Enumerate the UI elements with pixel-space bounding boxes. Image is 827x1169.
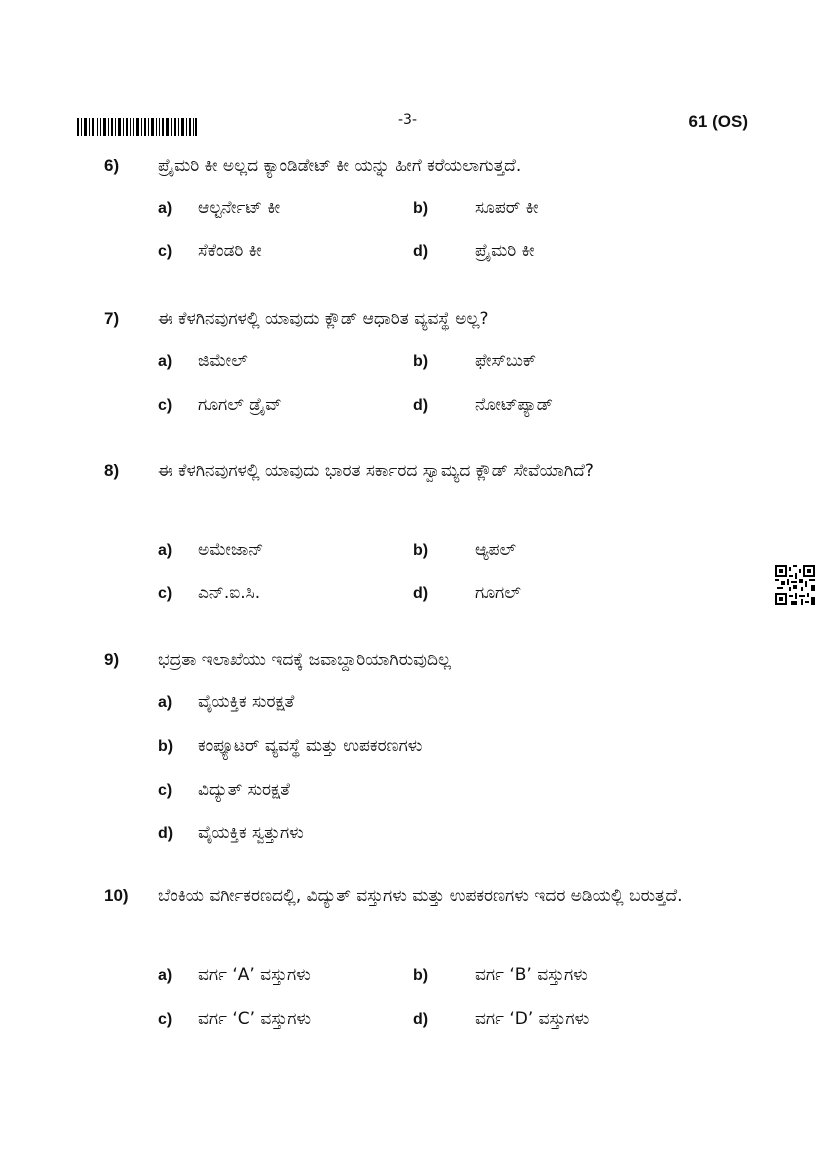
option-d-text: ವೈಯಕ್ತಿಕ ಸ್ವತ್ತುಗಳು [198,823,304,843]
option-a-label: a) [158,353,173,370]
question-number: 8) [104,461,120,480]
qr-code-icon [775,565,815,605]
question-text: ಬೆಂಕಿಯ ವರ್ಗೀಕರಣದಲ್ಲಿ, ವಿದ್ಯುತ್ ವಸ್ತುಗಳು ಮತ್ತು ಉಪಕರಣಗಳು ಇದರ ಅಡಿಯಲ್ಲಿ ಬರುತ್ತದೆ. [158,886,683,906]
option-c-label: c) [158,243,173,260]
question-number: 10) [104,886,129,905]
option-b-text: ಫೇಸ್‌ಬುಕ್ [475,351,537,371]
option-b-label: b) [413,200,429,217]
option-b-text: ವರ್ಗ ‘B’ ವಸ್ತುಗಳು [475,965,588,985]
paper-code: 61 (OS) [688,112,748,131]
question-number: 9) [104,650,120,669]
option-c-label: c) [158,1011,173,1028]
option-b-label: b) [413,353,429,370]
option-a-text: ಆಲ್ಟರ್ನೇಟ್ ಕೀ [198,198,281,218]
option-d-text: ನೋಟ್‌ಪ್ಯಾಡ್ [475,395,554,415]
option-b-text: ಕಂಪ್ಯೂಟರ್ ವ್ಯವಸ್ಥೆ ಮತ್ತು ಉಪಕರಣಗಳು [198,736,423,756]
option-b-text: ಆ್ಯಪಲ್ [475,540,516,560]
option-d-label: d) [413,1011,429,1028]
barcode-icon [77,118,197,136]
option-c-label: c) [158,782,173,799]
option-c-text: ವಿದ್ಯುತ್ ಸುರಕ್ಷತೆ [198,780,290,800]
option-a-text: ವೈಯಕ್ತಿಕ ಸುರಕ್ಷತೆ [198,692,295,712]
option-a-label: a) [158,200,173,217]
page-header [0,110,827,140]
option-d-label: d) [413,397,429,414]
option-c-text: ವರ್ಗ ‘C’ ವಸ್ತುಗಳು [198,1009,312,1029]
option-b-label: b) [413,542,429,559]
option-a-label: a) [158,694,173,711]
option-a-label: a) [158,542,173,559]
option-c-label: c) [158,397,173,414]
option-d-text: ಗೂಗಲ್ [475,583,521,603]
option-a-text: ಜಿಮೇಲ್ [198,351,248,371]
option-c-text: ಗೂಗಲ್ ಡ್ರೈವ್ [198,395,282,415]
option-c-label: c) [158,585,173,602]
question-number: 7) [104,309,120,328]
option-b-label: b) [158,738,174,755]
question-text: ಈ ಕೆಳಗಿನವುಗಳಲ್ಲಿ ಯಾವುದು ಕ್ಲೌಡ್ ಆಧಾರಿತ ವ್ಯವಸ್ಥೆ ಅಲ್ಲ? [158,309,489,329]
option-b-label: b) [413,967,429,984]
option-a-text: ವರ್ಗ ‘A’ ವಸ್ತುಗಳು [198,965,311,985]
option-a-text: ಅಮೇಜಾನ್ [198,540,264,560]
question-text: ಈ ಕೆಳಗಿನವುಗಳಲ್ಲಿ ಯಾವುದು ಭಾರತ ಸರ್ಕಾರದ ಸ್ವಾಮ್ಯದ ಕ್ಲೌಡ್ ಸೇವೆಯಾಗಿದೆ? [158,461,594,481]
option-d-label: d) [413,585,429,602]
question-text: ಭದ್ರತಾ ಇಲಾಖೆಯು ಇದಕ್ಕೆ ಜವಾಬ್ದಾರಿಯಾಗಿರುವುದಿಲ್ಲ [158,650,451,670]
option-c-text: ಎನ್.ಐ.ಸಿ. [198,583,261,603]
page-number: -3- [398,112,418,128]
option-d-text: ವರ್ಗ ‘D’ ವಸ್ತುಗಳು [475,1009,590,1029]
option-d-label: d) [413,243,429,260]
option-d-label: d) [158,825,174,842]
option-a-label: a) [158,967,173,984]
question-number: 6) [104,156,120,175]
option-c-text: ಸೆಕೆಂಡರಿ ಕೀ [198,241,262,261]
question-text: ಪ್ರೈಮರಿ ಕೀ ಅಲ್ಲದ ಕ್ಯಾಂಡಿಡೇಟ್ ಕೀ ಯನ್ನು ಹೀಗೆ ಕರೆಯಲಾಗುತ್ತದೆ. [158,156,522,176]
option-b-text: ಸೂಪರ್ ಕೀ [475,198,539,218]
option-d-text: ಪ್ರೈಮರಿ ಕೀ [475,241,535,261]
